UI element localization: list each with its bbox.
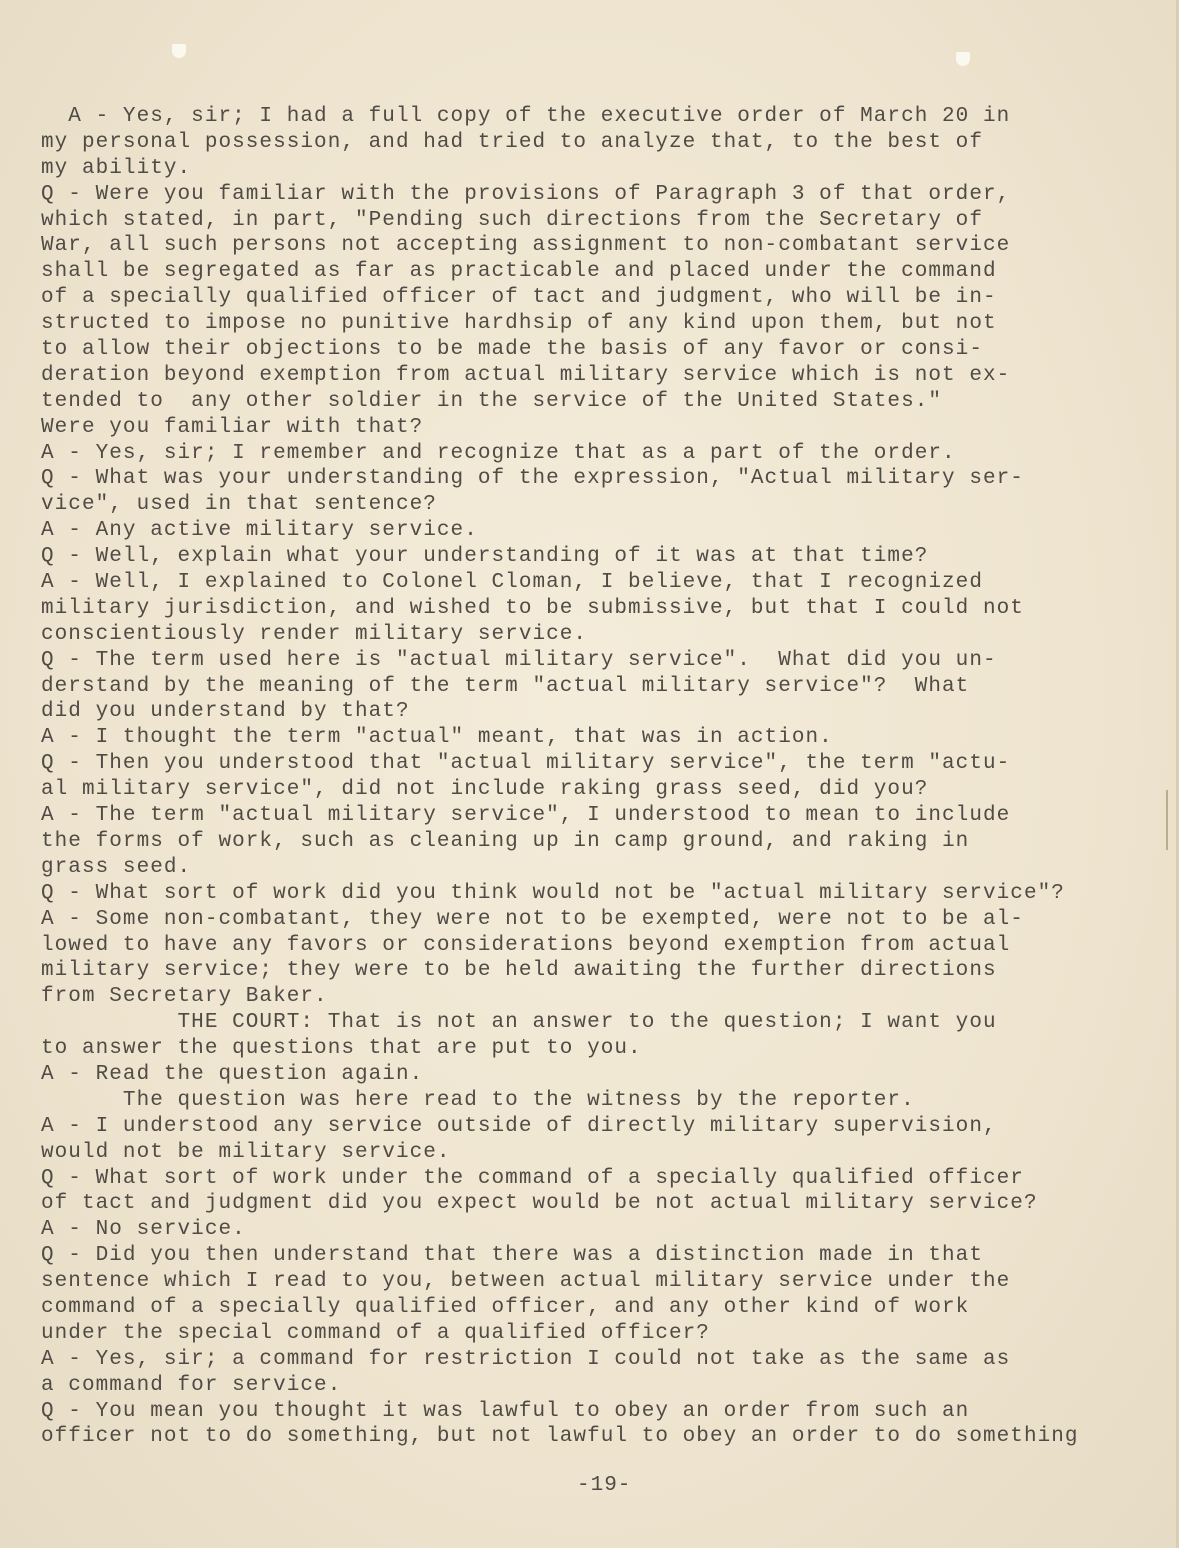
transcript-line: which stated, in part, "Pending such directions from the Secretary of bbox=[41, 208, 983, 232]
transcript-line: military service; they were to be held awaiting the further directions bbox=[41, 959, 997, 983]
transcript-line: Q - Were you familiar with the provisions of Paragraph 3 of that order, bbox=[41, 182, 1011, 206]
transcript-line: under the special command of a qualified officer? bbox=[41, 1321, 710, 1345]
transcript-line: A - Well, I explained to Colonel Cloman, I believe, that I recognized bbox=[41, 571, 983, 595]
transcript-line: sentence which I read to you, between actual military service under the bbox=[41, 1270, 1011, 1294]
transcript-line: Q - Then you understood that "actual military service", the term "actu- bbox=[41, 752, 1011, 776]
transcript-line: Q - Did you then understand that there was a distinction made in that bbox=[41, 1244, 983, 1268]
transcript-line: to answer the questions that are put to you. bbox=[41, 1037, 642, 1061]
transcript-line: of tact and judgment did you expect would be not actual military service? bbox=[41, 1192, 1038, 1216]
transcript-line: from Secretary Baker. bbox=[41, 985, 328, 1009]
transcript-line: al military service", did not include raking grass seed, did you? bbox=[41, 778, 929, 802]
transcript-line: Q - What sort of work under the command of a specially qualified officer bbox=[41, 1166, 1024, 1190]
transcript-line: deration beyond exemption from actual military service which is not ex- bbox=[41, 363, 1011, 387]
transcript-line: grass seed. bbox=[41, 855, 192, 879]
transcript-line: lowed to have any favors or considerations beyond exemption from actual bbox=[41, 933, 1011, 957]
transcript-line: The question was here read to the witness by the reporter. bbox=[41, 1088, 915, 1112]
transcript-line: vice", used in that sentence? bbox=[41, 493, 437, 517]
transcript-line: War, all such persons not accepting assignment to non-combatant service bbox=[41, 234, 1011, 258]
transcript-line: Q - Well, explain what your understanding of it was at that time? bbox=[41, 545, 929, 569]
punch-hole-right bbox=[956, 52, 970, 66]
transcript-line: shall be segregated as far as practicable and placed under the command bbox=[41, 260, 997, 284]
transcript-line: Q - What was your understanding of the expression, "Actual military ser- bbox=[41, 467, 1024, 491]
transcript-line: A - I thought the term "actual" meant, that was in action. bbox=[41, 726, 833, 750]
transcript-line: A - Yes, sir; I remember and recognize that as a part of the order. bbox=[41, 441, 956, 465]
transcript-line: derstand by the meaning of the term "actual military service"? What bbox=[41, 674, 970, 698]
transcript-line: officer not to do something, but not lawful to obey an order to do something bbox=[41, 1425, 1079, 1449]
transcript-line: to allow their objections to be made the basis of any favor or consi- bbox=[41, 338, 983, 362]
transcript-line: A - Read the question again. bbox=[41, 1062, 424, 1086]
transcript-line: a command for service. bbox=[41, 1373, 342, 1397]
transcript-line: A - Some non-combatant, they were not to be exempted, were not to be al- bbox=[41, 907, 1024, 931]
transcript-line: my ability. bbox=[41, 156, 192, 180]
transcript-line: command of a specially qualified officer, and any other kind of work bbox=[41, 1295, 970, 1319]
transcript-line: Q - What sort of work did you think would not be "actual military service"? bbox=[41, 881, 1065, 905]
transcript-line: did you understand by that? bbox=[41, 700, 410, 724]
transcript-line: A - The term "actual military service", I understood to mean to include bbox=[41, 804, 1011, 828]
transcript-line: A - Yes, sir; a command for restriction I could not take as the same as bbox=[41, 1347, 1011, 1371]
transcript-line: of a specially qualified officer of tact and judgment, who will be in- bbox=[41, 286, 997, 310]
transcript-line: A - No service. bbox=[41, 1218, 246, 1242]
page-number: -19- bbox=[577, 1474, 632, 1497]
transcript-line: THE COURT: That is not an answer to the question; I want you bbox=[41, 1011, 997, 1035]
punch-hole-left bbox=[172, 44, 186, 58]
transcript-text bbox=[41, 104, 1171, 1450]
transcript-line: my personal possession, and had tried to analyze that, to the best of bbox=[41, 130, 983, 154]
transcript-line: the forms of work, such as cleaning up in camp ground, and raking in bbox=[41, 829, 970, 853]
transcript-line: Q - You mean you thought it was lawful to obey an order from such an bbox=[41, 1399, 970, 1423]
transcript-line: tended to any other soldier in the service of the United States." bbox=[41, 389, 943, 413]
transcript-line: A - I understood any service outside of directly military supervision, bbox=[41, 1114, 997, 1138]
transcript-line: conscientiously render military service. bbox=[41, 622, 588, 646]
transcript-line: military jurisdiction, and wished to be submissive, but that I could not bbox=[41, 596, 1024, 620]
transcript-line: structed to impose no punitive hardhsip of any kind upon them, but not bbox=[41, 312, 997, 336]
transcript-line: A - Any active military service. bbox=[41, 519, 478, 543]
transcript-line: Q - The term used here is "actual military service". What did you un- bbox=[41, 648, 997, 672]
transcript-line: Were you familiar with that? bbox=[41, 415, 424, 439]
transcript-line: A - Yes, sir; I had a full copy of the executive order of March 20 in bbox=[41, 105, 1011, 128]
transcript-line: would not be military service. bbox=[41, 1140, 451, 1164]
